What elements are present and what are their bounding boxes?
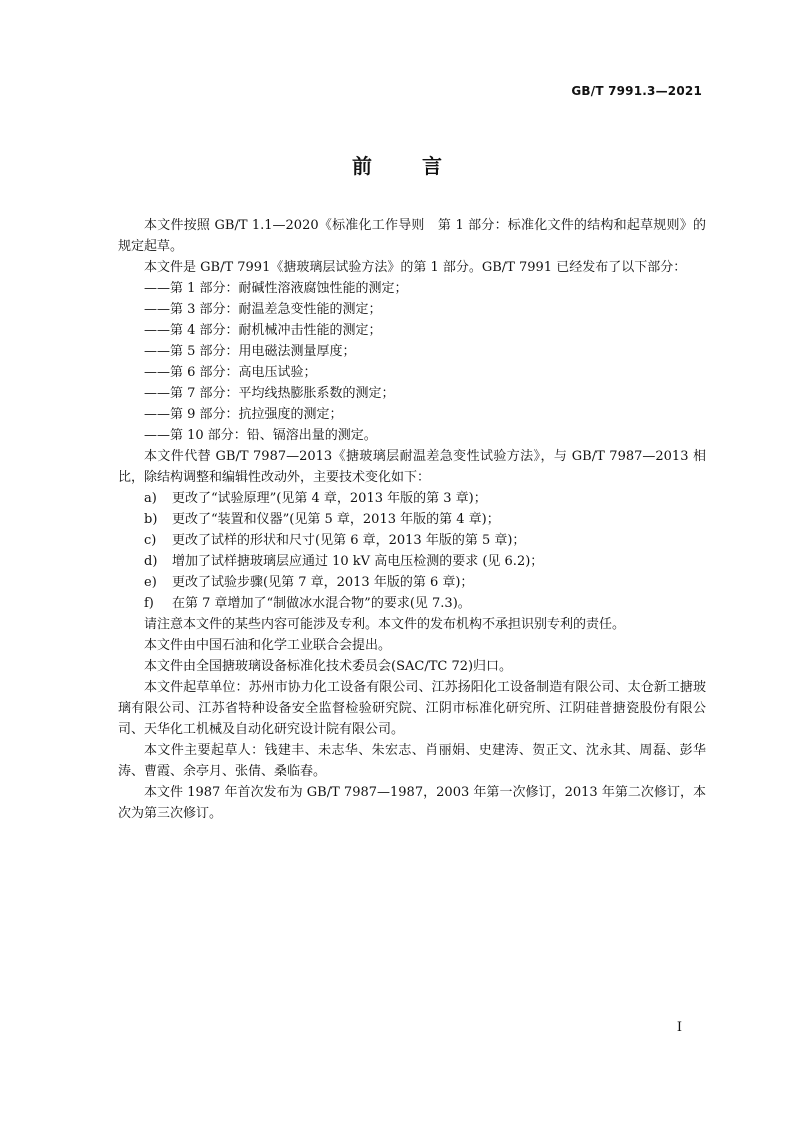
- paragraph-patent-notice: 请注意本文件的某些内容可能涉及专利。本文件的发布机构不承担识别专利的责任。: [144, 617, 626, 632]
- foreword-body: [118, 215, 706, 824]
- change-text: 更改了试验步骤(见第 7 章，2013 年版的第 6 章)；: [172, 575, 474, 590]
- paragraph-committee: 本文件由全国搪玻璃设备标准化技术委员会(SAC/TC 72)归口。: [144, 659, 513, 674]
- list-item: ——第 9 部分：抗拉强度的测定；: [144, 407, 343, 422]
- list-item: ——第 7 部分：平均线热膨胀系数的测定；: [144, 386, 395, 401]
- change-text: 更改了试样的形状和尺寸(见第 6 章，2013 年版的第 5 章)；: [172, 533, 526, 548]
- change-item: [118, 509, 706, 530]
- page-title: 前言: [352, 154, 492, 178]
- change-letter: a): [144, 491, 157, 506]
- change-letter: f): [144, 596, 154, 611]
- standard-number: GB/T 7991.3—2021: [571, 84, 702, 98]
- page-number: I: [676, 1020, 682, 1035]
- change-item: [118, 488, 706, 509]
- paragraph-drafters: 本文件主要起草人：钱建丰、未志华、朱宏志、肖丽娟、史建涛、贺正文、沈永其、周磊、彭华涛、曹霞、余亭月、张倩、桑临春。: [118, 743, 706, 779]
- list-item: ——第 4 部分：耐机械冲击性能的测定；: [144, 323, 382, 338]
- paragraph-replacement: 本文件代替 GB/T 7987—2013《搪玻璃层耐温差急变性试验方法》，与 GB/T 7987—2013 相比，除结构调整和编辑性改动外，主要技术变化如下：: [118, 449, 706, 485]
- change-item: [118, 593, 706, 614]
- paragraph-history: 本文件 1987 年首次发布为 GB/T 7987—1987，2003 年第一次修订，2013 年第二次修订，本次为第三次修订。: [118, 785, 706, 821]
- change-text: 更改了“装置和仪器”(见第 5 章，2013 年版的第 4 章)；: [172, 512, 500, 527]
- paragraph-series-intro: 本文件是 GB/T 7991《搪玻璃层试验方法》的第 1 部分。GB/T 7991 已经发布了以下部分：: [144, 260, 687, 275]
- list-item: ——第 10 部分：铅、镉溶出量的测定。: [144, 428, 377, 443]
- change-text: 更改了“试验原理”(见第 4 章，2013 年版的第 3 章)；: [172, 491, 487, 506]
- change-letter: e): [144, 575, 157, 590]
- change-text: 在第 7 章增加了“制做冰水混合物”的要求(见 7.3)。: [172, 596, 471, 611]
- change-item: [118, 530, 706, 551]
- change-item: [118, 572, 706, 593]
- list-item: ——第 5 部分：用电磁法测量厚度；: [144, 344, 356, 359]
- paragraph-proposer: 本文件由中国石油和化学工业联合会提出。: [144, 638, 392, 653]
- list-item: ——第 3 部分：耐温差急变性能的测定；: [144, 302, 382, 317]
- change-letter: d): [144, 554, 158, 569]
- list-item: ——第 6 部分：高电压试验；: [144, 365, 317, 380]
- paragraph-drafting-units: 本文件起草单位：苏州市协力化工设备有限公司、江苏扬阳化工设备制造有限公司、太仓新工搪玻璃有限公司、江苏省特种设备安全监督检验研究院、江阴市标准化研究所、江阴硅普搪瓷股份有限公司、天华化工机械及自动化研究设计院有限公司。: [118, 680, 706, 737]
- list-item: ——第 1 部分：耐碱性溶液腐蚀性能的测定；: [144, 281, 408, 296]
- paragraph-drafting-rules: 本文件按照 GB/T 1.1—2020《标准化工作导则 第 1 部分：标准化文件的结构和起草规则》的规定起草。: [118, 218, 706, 254]
- change-item: [118, 551, 706, 572]
- change-text: 增加了试样搪玻璃层应通过 10 kV 高电压检测的要求 (见 6.2)；: [172, 554, 544, 569]
- change-letter: c): [144, 533, 157, 548]
- change-letter: b): [144, 512, 158, 527]
